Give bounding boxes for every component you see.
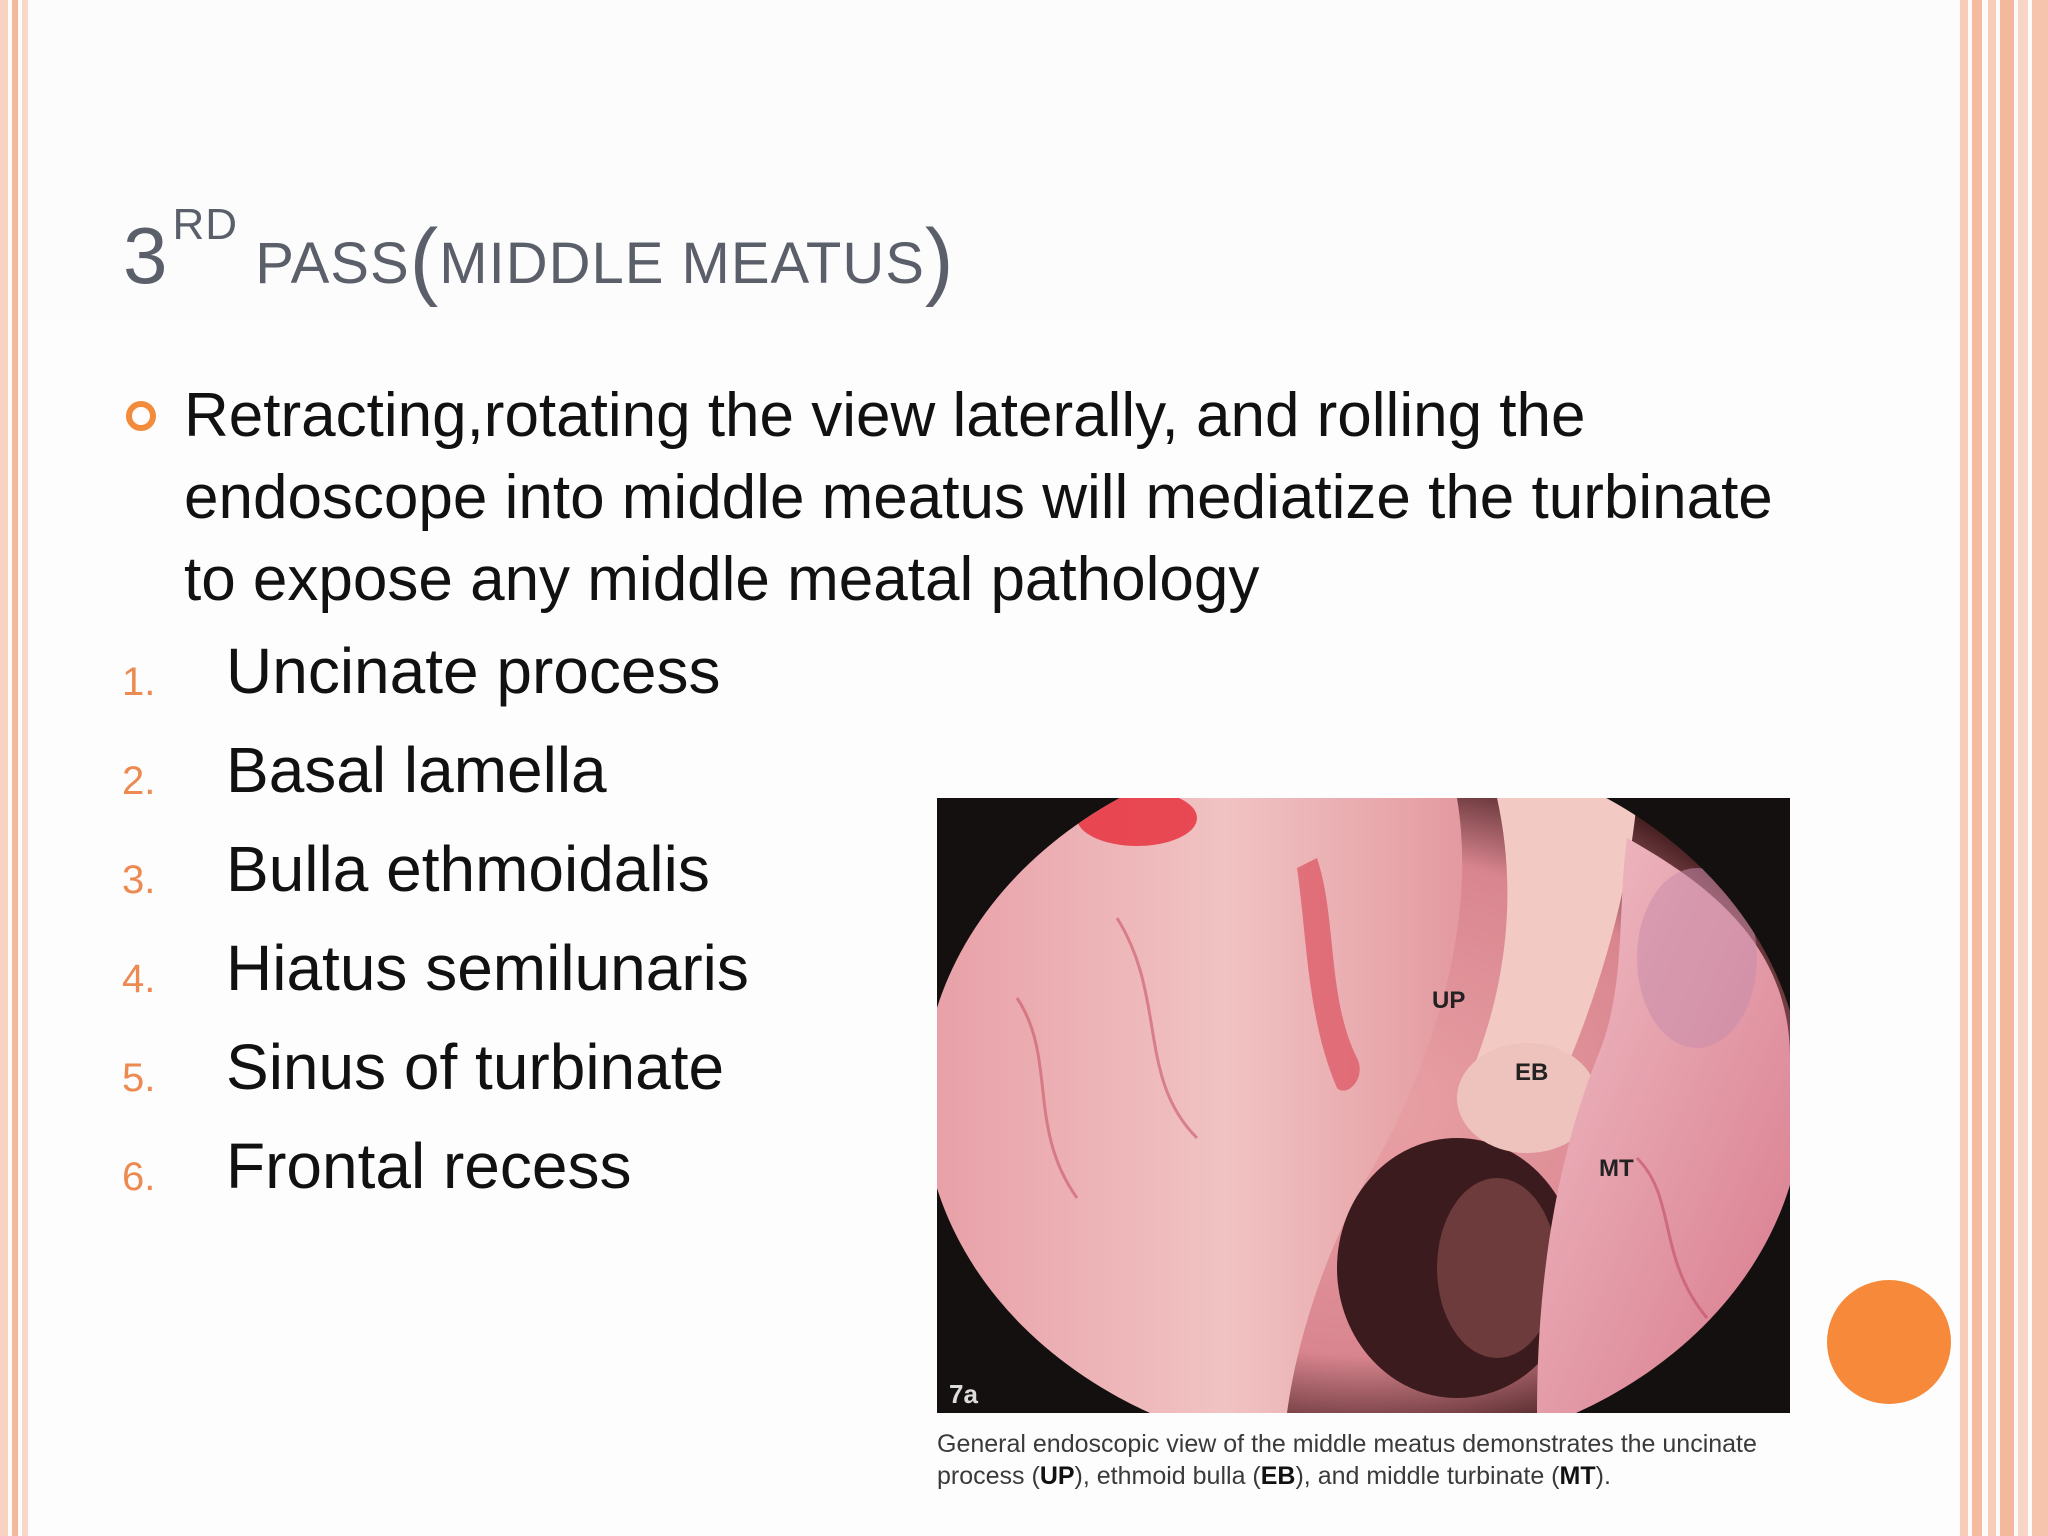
bullet-point xyxy=(126,375,1786,621)
right-stripe-6 xyxy=(2032,0,2048,1536)
list-number: 5. xyxy=(122,1056,156,1100)
list-text: Frontal recess xyxy=(226,1130,632,1202)
list-text: Uncinate process xyxy=(226,635,721,707)
endoscopic-image xyxy=(937,798,1790,1413)
slide-title xyxy=(123,200,955,308)
caption-mt: MT xyxy=(1559,1462,1596,1490)
list-number: 2. xyxy=(122,759,156,803)
list-text: Sinus of turbinate xyxy=(226,1031,725,1103)
list-number: 3. xyxy=(122,858,156,902)
title-close-paren: ) xyxy=(924,212,955,308)
left-stripe-mid xyxy=(12,0,18,1536)
caption-up: UP xyxy=(1039,1462,1075,1490)
endoscopy-illustration xyxy=(937,798,1790,1413)
list-number: 4. xyxy=(122,957,156,1001)
caption-text: General endoscopic view of the middle meatus demonstrates the uncinate process ( xyxy=(937,1430,1757,1490)
caption-text: ), and middle turbinate ( xyxy=(1295,1462,1560,1490)
caption-text: ). xyxy=(1595,1462,1611,1490)
caption-eb: EB xyxy=(1260,1462,1296,1490)
figure-id: 7a xyxy=(949,1379,978,1409)
figure-caption xyxy=(937,1428,1817,1492)
label-mt: MT xyxy=(1599,1155,1634,1182)
left-stripe-inner xyxy=(22,0,28,1536)
title-number: 3 xyxy=(123,211,169,300)
list-text: Hiatus semilunaris xyxy=(226,932,749,1004)
list-text: Basal lamella xyxy=(226,734,607,806)
label-eb: EB xyxy=(1515,1059,1549,1086)
title-superscript: RD xyxy=(172,200,239,249)
list-number: 6. xyxy=(122,1155,156,1199)
list-text: Bulla ethmoidalis xyxy=(226,833,710,905)
left-stripe-outer xyxy=(0,0,8,1536)
title-open-paren: ( xyxy=(409,212,440,308)
bullet-text: Retracting,rotating the view laterally, and rolling the endoscope into middle meatus will mediatize the turbinate to expose any middle meatal pathology xyxy=(184,381,1773,614)
list-number: 1. xyxy=(122,660,156,704)
right-stripe-3 xyxy=(1988,0,1996,1536)
title-main: PASS xyxy=(255,231,410,296)
right-stripe-4 xyxy=(2000,0,2014,1536)
right-stripe-2 xyxy=(1972,0,1982,1536)
right-stripe-1 xyxy=(1960,0,1968,1536)
title-subtitle: MIDDLE MEATUS xyxy=(439,231,925,296)
circle-bullet-icon xyxy=(126,401,156,431)
label-up: UP xyxy=(1432,987,1466,1014)
right-stripe-5 xyxy=(2018,0,2028,1536)
orange-circle-decoration xyxy=(1827,1280,1951,1404)
caption-text: ), ethmoid bulla ( xyxy=(1074,1462,1261,1490)
